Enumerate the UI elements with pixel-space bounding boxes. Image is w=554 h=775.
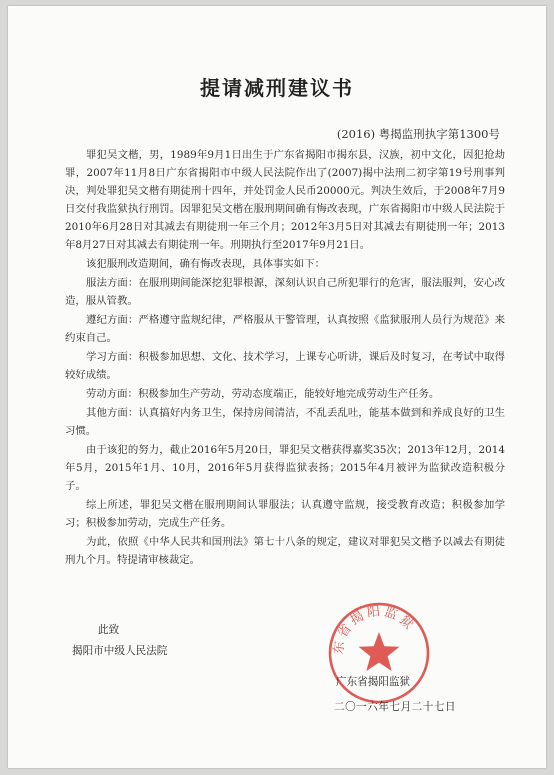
paragraph-summary: 综上所述，罪犯吴文楷在服刑期间认罪服法；认真遵守监规，接受教育改造；积极参加学习；积极参加劳动，完成生产任务。 (65, 499, 505, 529)
paragraph-labor: 劳动方面：积极参加生产劳动，劳动态度端正，能较好地完成劳动生产任务。 (86, 388, 440, 400)
closing-line: 此致 (98, 624, 120, 636)
recipient-court: 揭阳市中级人民法院 (72, 645, 168, 657)
svg-text:东省揭阳监狱: 东省揭阳监狱 (331, 604, 418, 656)
closing-block (72, 620, 168, 662)
document-title: 提请减刑建议书 (200, 76, 354, 100)
paragraph-study: 学习方面：积极参加思想、文化、技术学习，上课专心听讲，课后及时复习，在考试中取得较好成绩。 (65, 351, 505, 381)
paragraph-basic-info: 罪犯吴文楷，男，1989年9月1日出生于广东省揭阳市揭东县，汉族，初中文化，因犯抢劫罪，2007年11月8日广东省揭阳市中级人民法院作出了(2007)揭中法刑二初字第19号刑事判决，判处罪犯吴文楷有期徒刑十四年，并处罚金人民币20000元。判决生效后，于2008年7月9日交付我监狱执行刑罚。因罪犯吴文楷在服刑期间确有悔改表现，广东省揭阳市中级人民法院于2010年6月28日对其减去有期徒刑一年三个月；2012年3月5日对其减去有期徒刑一年；2013年8月27日对其减去有期徒刑一年。刑期执行至2017年9月21日。 (65, 149, 505, 251)
document-body (65, 146, 505, 570)
official-seal (326, 600, 432, 706)
document-number: (2016) 粤揭监刑执字第1300号 (336, 127, 500, 141)
paragraph-discipline: 遵纪方面：严格遵守监规纪律，严格服从干警管理，认真按照《监狱服刑人员行为规范》来约束自己。 (65, 314, 505, 344)
paragraph-awards: 由于该犯的努力，截止2016年5月20日，罪犯吴文楷获得嘉奖35次；2013年12月，2014年5月，2015年1月、10月，2016年5月获得监狱表扬；2015年4月被评为监狱改造积极分子。 (65, 444, 505, 492)
paragraph-other: 其他方面：认真搞好内务卫生，保持房间清洁，不乱丢乱吐，能基本做到和养成良好的卫生习惯。 (65, 407, 505, 437)
sender-institution: 广东省揭阳监狱 (336, 676, 411, 688)
paragraph-obedience: 服法方面：在服刑期间能深挖犯罪根源，深刻认识自己所犯罪行的危害，服法服判，安心改造，服从管教。 (65, 277, 505, 307)
document-date: 二〇一六年七月二十七日 (334, 701, 457, 713)
paragraph-recommendation: 为此，依照《中华人民共和国刑法》第七十八条的规定，建议对罪犯吴文楷予以减去有期徒刑九个月。特提请审核裁定。 (65, 536, 505, 566)
paragraph-intro: 该犯服刑改造期间，确有悔改表现，具体事实如下： (86, 258, 325, 270)
document-page (8, 6, 546, 768)
